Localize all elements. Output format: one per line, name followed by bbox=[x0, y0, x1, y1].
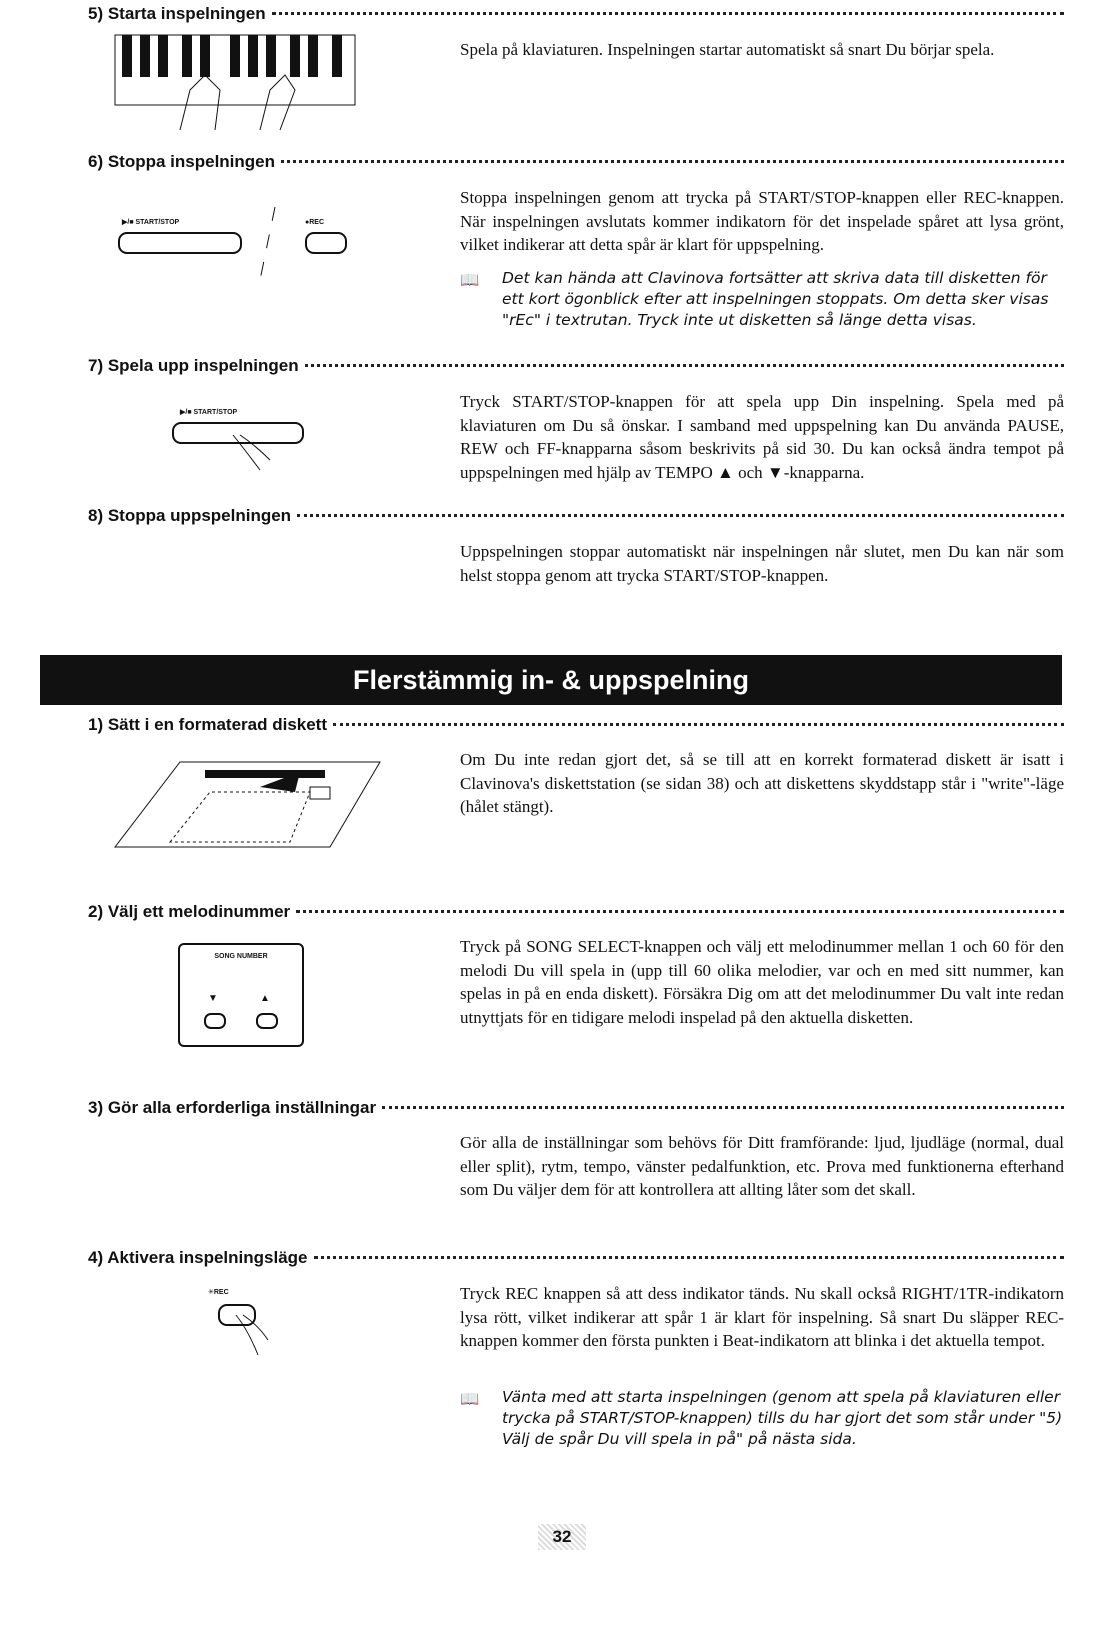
song-number-panel bbox=[178, 943, 304, 1047]
paragraph: Gör alla de inställningar som behövs för Ditt framförande: ljud, ljudläge (normal, dual eller split), rytm, tempo, vänster pedalfunktion, etc. Prova med funktionerna efterhand som Du väljer dem för att kontrollera att allting låter som det skall. bbox=[460, 1133, 1064, 1199]
rec-label: ●REC bbox=[305, 219, 325, 226]
heading-stoppa-inspelningen bbox=[88, 152, 1064, 172]
song-down-button bbox=[204, 1013, 226, 1029]
paragraph: Stoppa inspelningen genom att trycka på START/STOP-knappen eller REC-knappen. När inspelningen avslutats kommer indikatorn för det inspelade spåret att lysa grönt, vilket indikerar att detta spår är klart för uppspelning. bbox=[460, 188, 1064, 254]
note bbox=[460, 1387, 1064, 1450]
heading-text: 2) Välj ett melodinummer bbox=[88, 902, 291, 921]
dot-leader bbox=[333, 723, 1064, 726]
heading-stoppa-uppspelningen bbox=[88, 506, 1064, 526]
heading-text: 6) Stoppa inspelningen bbox=[88, 152, 276, 171]
dot-leader bbox=[272, 12, 1064, 15]
down-arrow-icon: ▼ bbox=[208, 993, 218, 1004]
paragraph: Tryck på SONG SELECT-knappen och välj ett melodinummer mellan 1 och 60 för den melodi Du vill spela in (upp till 60 olika melodier, var och en med sitt nummer, kan spelas in på en enda diskett). Försäkra Dig om att det melodinummer Du valt inte redan utnyttjats för en tidigare melodi inspelad på den aktuella disketten. bbox=[460, 937, 1064, 1027]
floppy-drive-illustration bbox=[110, 752, 390, 857]
heading-installningar bbox=[88, 1098, 1064, 1118]
book-icon: 📖 bbox=[460, 1390, 480, 1408]
up-arrow-icon: ▲ bbox=[260, 993, 270, 1004]
heading-text: 8) Stoppa uppspelningen bbox=[88, 506, 292, 525]
heading-aktivera-inspelning bbox=[88, 1248, 1064, 1268]
finger-press-icon bbox=[225, 430, 275, 475]
paragraph: Uppspelningen stoppar automatiskt när inspelningen når slutet, men Du kan när som helst stoppa genom att trycka START/STOP-knappen. bbox=[460, 542, 1064, 585]
rec-button-illustration bbox=[305, 232, 347, 254]
keyboard-hands-illustration bbox=[110, 30, 360, 140]
dot-leader bbox=[382, 1106, 1064, 1109]
song-number-label: SONG NUMBER bbox=[214, 953, 268, 960]
song-up-button bbox=[256, 1013, 278, 1029]
heading-valj-melodinummer bbox=[88, 902, 1064, 922]
dot-leader bbox=[297, 514, 1064, 517]
note-text: Vänta med att starta inspelningen (genom att spela på klaviaturen eller trycka på START/STOP-knappen) tills du har gjort det som står under "5) Välj de spår Du vill spela in på" på nästa sida. bbox=[502, 1388, 1063, 1448]
heading-satt-i-diskett bbox=[88, 715, 1064, 735]
separator-slash bbox=[255, 205, 285, 285]
heading-text: 1) Sätt i en formaterad diskett bbox=[88, 715, 328, 734]
dot-leader bbox=[314, 1256, 1065, 1259]
heading-text: 5) Starta inspelningen bbox=[88, 4, 266, 23]
paragraph: Tryck REC knappen så att dess indikator tänds. Nu skall också RIGHT/1TR-indikatorn lysa rött, vilket indikerar att spår 1 är klart för inspelning. Så snart Du släpper REC-knappen kommer den första punkten i Beat-indikatorn att blinka i det aktuella tempot. bbox=[460, 1284, 1064, 1350]
heading-text: 3) Gör alla erforderliga inställningar bbox=[88, 1098, 377, 1117]
dot-leader bbox=[305, 364, 1064, 367]
paragraph: Om Du inte redan gjort det, så se till att en korrekt formaterad diskett är isatt i Clavinova's diskettstation (se sidan 38) och att diskettens skyddstapp står i "write"-läge (hålet stängt). bbox=[460, 750, 1064, 816]
note bbox=[460, 268, 1064, 331]
paragraph: Spela på klaviaturen. Inspelningen startar automatiskt så snart Du börjar spela. bbox=[460, 40, 995, 59]
paragraph: Tryck START/STOP-knappen för att spela upp Din inspelning. Spela med på klaviaturen om Du så önskar. I samband med uppspelning kan Du använda PAUSE, REW och FF-knapparna såsom beskrivits på sid 30. Du kan också ändra tempot på uppspelningen med hjälp av TEMPO ▲ och ▼-knapparna. bbox=[460, 392, 1064, 482]
book-icon: 📖 bbox=[460, 271, 480, 289]
start-stop-label: ▶/■ START/STOP bbox=[122, 219, 180, 226]
heading-spela-upp bbox=[88, 356, 1064, 376]
section-banner: Flerstämmig in- & uppspelning bbox=[40, 655, 1062, 705]
dot-leader bbox=[281, 160, 1064, 163]
dot-leader bbox=[296, 910, 1064, 913]
finger-press-icon bbox=[228, 1310, 273, 1360]
rec-indicator-label: ✳REC bbox=[208, 1288, 229, 1296]
note-text: Det kan hända att Clavinova fortsätter att skriva data till disketten för ett kort ögonblick efter att inspelningen stoppats. Om detta sker visas "rEc" i textrutan. Tryck inte ut disketten så länge detta visas. bbox=[502, 269, 1049, 329]
start-stop-label: ▶/■ START/STOP bbox=[180, 409, 238, 416]
heading-text: 4) Aktivera inspelningsläge bbox=[88, 1248, 308, 1267]
heading-starta-inspelningen bbox=[88, 4, 1064, 24]
heading-text: 7) Spela upp inspelningen bbox=[88, 356, 299, 375]
start-stop-button-illustration bbox=[118, 232, 242, 254]
page-number: 32 bbox=[538, 1524, 586, 1550]
